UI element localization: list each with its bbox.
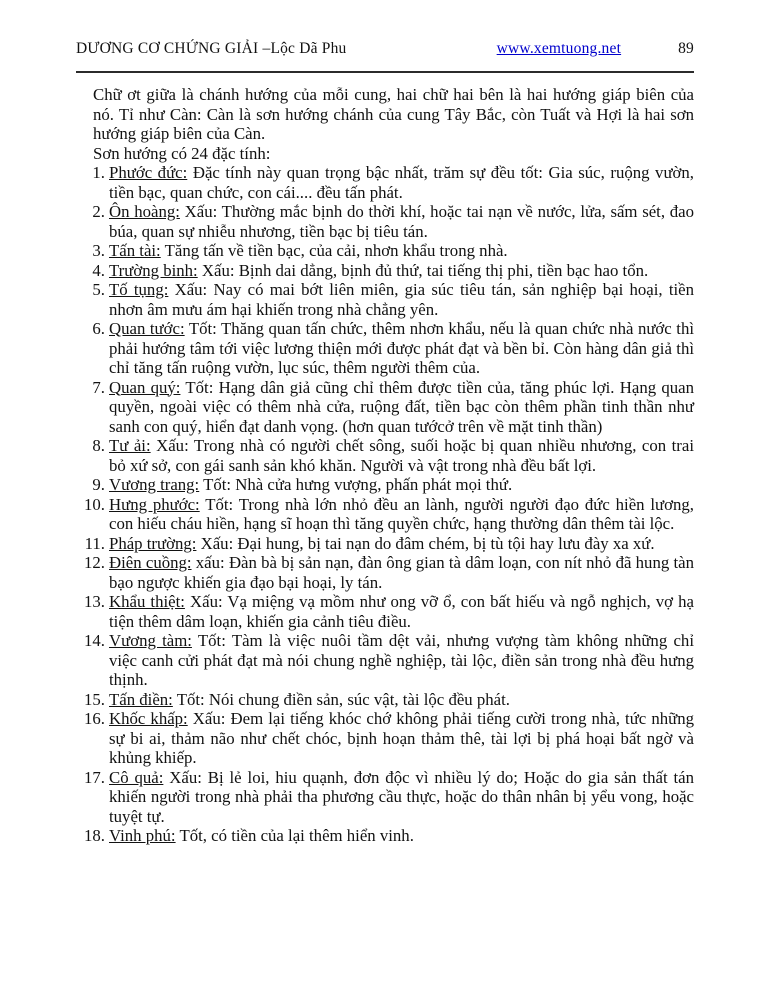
list-item (76, 202, 694, 241)
list-item (76, 534, 694, 554)
item-description: Tốt, có tiền của lại thêm hiển vinh. (175, 826, 414, 845)
item-description: Xấu: Đại hung, bị tai nạn do đâm chém, bị tù tội hay lưu đày xa xứ. (196, 533, 655, 553)
item-number: 9. (92, 475, 105, 494)
list-item (76, 261, 694, 281)
item-description: Tăng tấn về tiền bạc, của cải, nhơn khẩu trong nhà. (160, 241, 508, 260)
item-number: 15. (84, 689, 105, 709)
item-number: 5. (92, 280, 105, 299)
list-item (76, 768, 694, 827)
item-term: Ôn hoàng: (109, 202, 180, 221)
list-item (76, 280, 694, 319)
page-body (76, 85, 694, 846)
item-number: 6. (92, 319, 105, 338)
item-number: 7. (92, 377, 105, 397)
item-description: Xấu: Bị lẻ loi, hiu quạnh, đơn độc vì nhiều lý do; Hoặc do gia sản thất tán khiến người trong nhà phải tha phương cầu thực, hoặc do thân nhân bị yểu vong, hoặc tuyệt tự. (109, 767, 695, 826)
item-number: 4. (92, 260, 105, 280)
list-item (76, 826, 694, 846)
list-item (76, 319, 694, 378)
list-item (76, 631, 694, 690)
list-item (76, 690, 694, 710)
item-description: Tốt: Trong nhà lớn nhỏ đều an lành, người người đạo đức hiền lương, con hiếu cháu hiền, hạng sĩ hoạn thì tăng quyền chức, hạng thường dân thêm tài lộc. (109, 494, 694, 533)
item-description: Xấu: Bịnh dai dẳng, bịnh đủ thứ, tai tiếng thị phi, tiền bạc hao tổn. (197, 260, 649, 280)
item-number: 17. (84, 767, 105, 787)
item-number: 18. (84, 826, 105, 845)
item-number: 1. (92, 163, 105, 182)
item-number: 3. (92, 241, 105, 260)
characteristics-list (76, 163, 694, 846)
page-header (76, 40, 694, 73)
item-number: 10. (84, 494, 105, 514)
item-number: 16. (84, 709, 105, 728)
item-number: 13. (84, 592, 105, 611)
item-description: Xấu: Vạ miệng vạ mồm như ong vỡ ổ, con bất hiếu và ngỗ nghịch, vợ hạ tiện thêm dâm loạn, khiến gia cảnh tiêu điều. (109, 592, 694, 631)
list-item (76, 241, 694, 261)
list-item (76, 163, 694, 202)
item-number: 8. (92, 436, 105, 455)
item-term: Khẩu thiệt: (109, 592, 185, 611)
item-term: Vương trang: (109, 475, 200, 494)
item-description: Tốt: Nhà cửa hưng vượng, phấn phát mọi thứ. (199, 475, 513, 494)
list-item (76, 709, 694, 768)
intro-paragraph: Chữ ơt giữa là chánh hướng của mỗi cung, hai chữ hai bên là hai hướng giáp biên của nó. Tỉ như Càn: Càn là sơn hướng chánh của cung Tây Bắc, còn Tuất và Hợi là hai sơn hướng giáp biên của Càn. (93, 85, 694, 143)
item-term: Vinh phú: (109, 826, 176, 845)
item-number: 2. (92, 202, 105, 221)
item-number: 11. (84, 533, 105, 553)
item-term: Quan quý: (109, 377, 181, 397)
website-link[interactable]: www.xemtuong.net (496, 40, 622, 57)
item-term: Vương tàm: (109, 631, 192, 650)
item-term: Điên cuồng: (109, 553, 192, 572)
item-description: Xấu: Trong nhà có người chết sông, suối hoặc bị quan nhiều nhương, con trai bỏ xứ sở, con gái sanh sản khó khăn. Người và vật trong nhà đều bất lợi. (109, 436, 694, 475)
item-description: Tốt: Tàm là việc nuôi tầm dệt vải, nhưng vượng tàm không những chỉ việc canh cửi phát đạt mà nói chung nghề nghiệp, tài lộc, điền sản trong nhà đều hưng thịnh. (109, 631, 694, 689)
item-term: Tư ải: (109, 436, 151, 455)
item-term: Tấn điền: (109, 689, 173, 709)
item-description: Đặc tính này quan trọng bậc nhất, trăm sự đều tốt: Gia súc, ruộng vườn, tiền bạc, quan chức, con cái.... đều tấn phát. (109, 163, 694, 202)
item-number: 12. (84, 553, 105, 572)
document-title: DƯƠNG CƠ CHỨNG GIẢI –Lộc Dã Phu (76, 40, 347, 57)
item-description: Xấu: Nay có mai bớt liên miên, gia súc tiêu tán, sản nghiệp bại hoại, tiền nhơn âm mưu ám hại khiến trong nhà chẳng yên. (109, 280, 694, 319)
page-number: 89 (678, 40, 694, 57)
list-intro-line: Sơn hướng có 24 đặc tính: (93, 143, 271, 163)
list-item (76, 436, 694, 475)
item-description: Xấu: Thường mắc bịnh do thời khí, hoặc tai nạn về nước, lửa, sấm sét, đao búa, quan sự nhiễu nhương, tiền bạc bị tiêu tán. (109, 202, 694, 241)
item-number: 14. (84, 631, 105, 650)
item-term: Phước đức: (109, 163, 188, 182)
item-term: Hưng phước: (109, 494, 200, 514)
item-description: Tốt: Thăng quan tấn chức, thêm nhơn khẩu, nếu là quan chức nhà nước thì phải hướng tâm tới việc lương thiện mới được phát đạt và bền bỉ. Còn hàng dân giả thì chỉ tăng tấn ruộng vườn, lục súc, thêm người thêm của. (109, 319, 694, 377)
list-item (76, 475, 694, 495)
item-term: Pháp trường: (109, 533, 197, 553)
item-term: Khốc khấp: (109, 709, 188, 728)
list-item (76, 378, 694, 437)
item-term: Cô quả: (109, 767, 164, 787)
item-term: Trường binh: (109, 260, 198, 280)
list-item (76, 553, 694, 592)
item-description: Tốt: Nói chung điền sản, súc vật, tài lộc đều phát. (172, 689, 510, 709)
item-term: Tố tụng: (109, 280, 169, 299)
list-item (76, 495, 694, 534)
item-term: Tấn tài: (109, 241, 161, 260)
item-term: Quan tước: (109, 319, 185, 338)
list-item (76, 592, 694, 631)
item-description: Tốt: Hạng dân giả cũng chỉ thêm được tiền của, tăng phúc lợi. Hạng quan quyền, ngoài việc có thêm nhà cửa, ruộng đất, tiền bạc còn thêm phần tinh thần như sanh con quý, hiển đạt danh vọng. (hơn quan tướcở trên về mặt tinh thần) (109, 377, 694, 436)
item-description: Xấu: Đem lại tiếng khóc chớ không phải tiếng cười trong nhà, tức những sự bi ai, thảm não như chết chóc, bịnh hoạn thảm thê, tài lợi bị phá hoại bất ngờ và khủng khiếp. (109, 709, 694, 767)
item-description: xấu: Đàn bà bị sản nạn, đàn ông gian tà dâm loạn, con nít nhỏ đã hung tàn bạo ngược khiến gia đạo bại hoại, ly tán. (109, 553, 694, 592)
